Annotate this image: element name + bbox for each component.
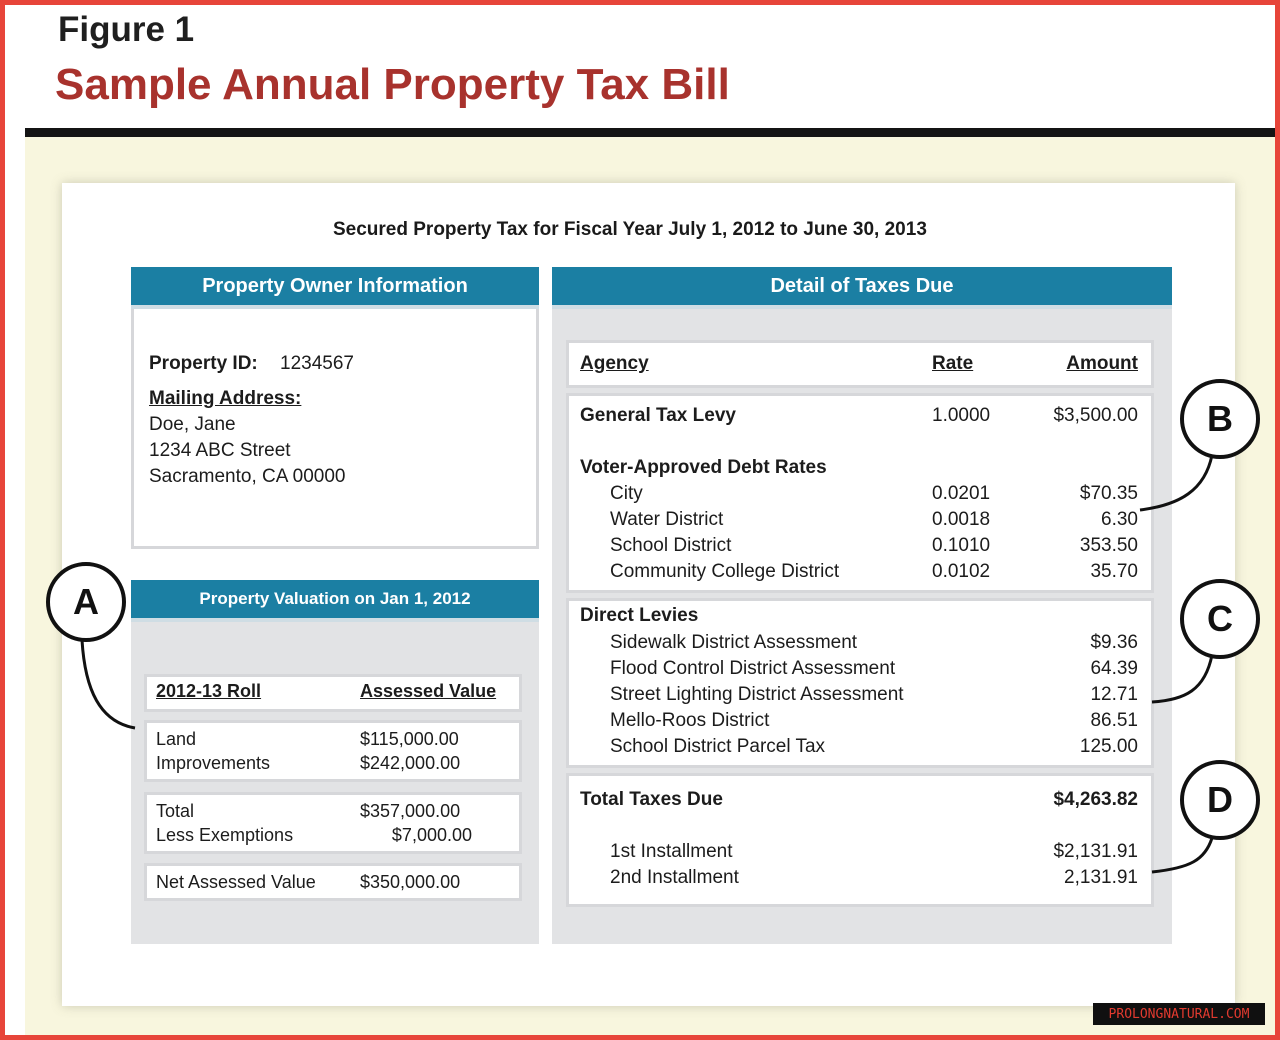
- installment-amount: $2,131.91: [1053, 841, 1138, 862]
- voter-row-name: Community College District: [610, 561, 840, 582]
- callout-b: B: [1180, 379, 1260, 459]
- rate-column-header: Rate: [932, 353, 974, 374]
- voter-row-rate: 0.1010: [932, 535, 991, 556]
- direct-row-amount: 12.71: [1090, 684, 1138, 705]
- callout-d-line: [1152, 838, 1212, 872]
- taxes-panel-header: Detail of Taxes Due: [552, 267, 1172, 309]
- net-value-amount: $350,000.00: [360, 872, 461, 892]
- general-levy-rate: 1.0000: [932, 405, 991, 426]
- land-label: Land: [156, 729, 197, 749]
- installment-name: 2nd Installment: [610, 867, 739, 888]
- voter-row-name: School District: [610, 535, 732, 556]
- direct-row-name: Street Lighting District Assessment: [610, 684, 904, 705]
- callout-c: C: [1180, 579, 1260, 659]
- improvements-value: $242,000.00: [360, 753, 461, 773]
- voter-row-amount: 35.70: [1090, 561, 1138, 582]
- owner-panel-header: Property Owner Information: [131, 267, 539, 309]
- callout-a: A: [46, 562, 126, 642]
- direct-row-name: Sidewalk District Assessment: [610, 632, 858, 653]
- callout-c-line: [1152, 655, 1212, 702]
- direct-row-name: Flood Control District Assessment: [610, 658, 896, 679]
- direct-row-amount: $9.36: [1090, 632, 1138, 653]
- direct-row-amount: 86.51: [1090, 710, 1138, 731]
- figure-title: Sample Annual Property Tax Bill: [55, 60, 730, 109]
- callout-b-line: [1140, 455, 1212, 510]
- total-taxes-amount: $4,263.82: [1053, 789, 1138, 810]
- direct-row-amount: 125.00: [1079, 736, 1138, 757]
- valuation-panel-header: Property Valuation on Jan 1, 2012: [131, 580, 539, 622]
- voter-row-name: Water District: [610, 509, 724, 530]
- voter-debt-label: Voter-Approved Debt Rates: [580, 457, 827, 478]
- figure-label: Figure 1: [58, 10, 195, 49]
- net-value-label: Net Assessed Value: [156, 872, 316, 892]
- mailing-address-label: Mailing Address:: [149, 388, 302, 409]
- owner-city: Sacramento, CA 00000: [149, 466, 346, 487]
- direct-row-amount: 64.39: [1090, 658, 1138, 679]
- voter-row-amount: $70.35: [1079, 483, 1138, 504]
- direct-row-name: Mello-Roos District: [610, 710, 770, 731]
- agency-column-header: Agency: [580, 353, 649, 374]
- voter-row-rate: 0.0018: [932, 509, 991, 530]
- callout-d: D: [1180, 760, 1260, 840]
- installment-name: 1st Installment: [610, 841, 733, 862]
- exemptions-value: $7,000.00: [391, 825, 472, 845]
- voter-row-name: City: [610, 483, 643, 504]
- callout-a-line: [82, 640, 135, 728]
- general-levy-label: General Tax Levy: [580, 405, 736, 426]
- owner-street: 1234 ABC Street: [149, 440, 291, 461]
- exemptions-label: Less Exemptions: [156, 825, 294, 845]
- voter-row-amount: 6.30: [1101, 509, 1138, 530]
- roll-column-header: 2012-13 Roll: [156, 681, 262, 701]
- voter-row-amount: 353.50: [1079, 535, 1138, 556]
- amount-column-header: Amount: [1066, 353, 1138, 374]
- voter-row-rate: 0.0201: [932, 483, 991, 504]
- voter-row-rate: 0.0102: [932, 561, 991, 582]
- total-value: $357,000.00: [360, 801, 461, 821]
- direct-levies-label: Direct Levies: [580, 605, 699, 626]
- fiscal-year-line: Secured Property Tax for Fiscal Year July 1, 2012 to June 30, 2013: [333, 219, 927, 240]
- assessed-value-column-header: Assessed Value: [360, 681, 497, 701]
- general-levy-amount: $3,500.00: [1053, 405, 1138, 426]
- direct-row-name: School District Parcel Tax: [610, 736, 826, 757]
- property-id-label: Property ID:: [149, 353, 258, 374]
- watermark: PROLONGNATURAL.COM: [1093, 1003, 1265, 1025]
- improvements-label: Improvements: [156, 753, 271, 773]
- property-id-value: 1234567: [280, 353, 354, 374]
- total-label: Total: [156, 801, 195, 821]
- total-taxes-label: Total Taxes Due: [580, 789, 723, 810]
- installment-amount: 2,131.91: [1064, 867, 1138, 888]
- owner-name: Doe, Jane: [149, 414, 236, 435]
- land-value: $115,000.00: [360, 729, 459, 749]
